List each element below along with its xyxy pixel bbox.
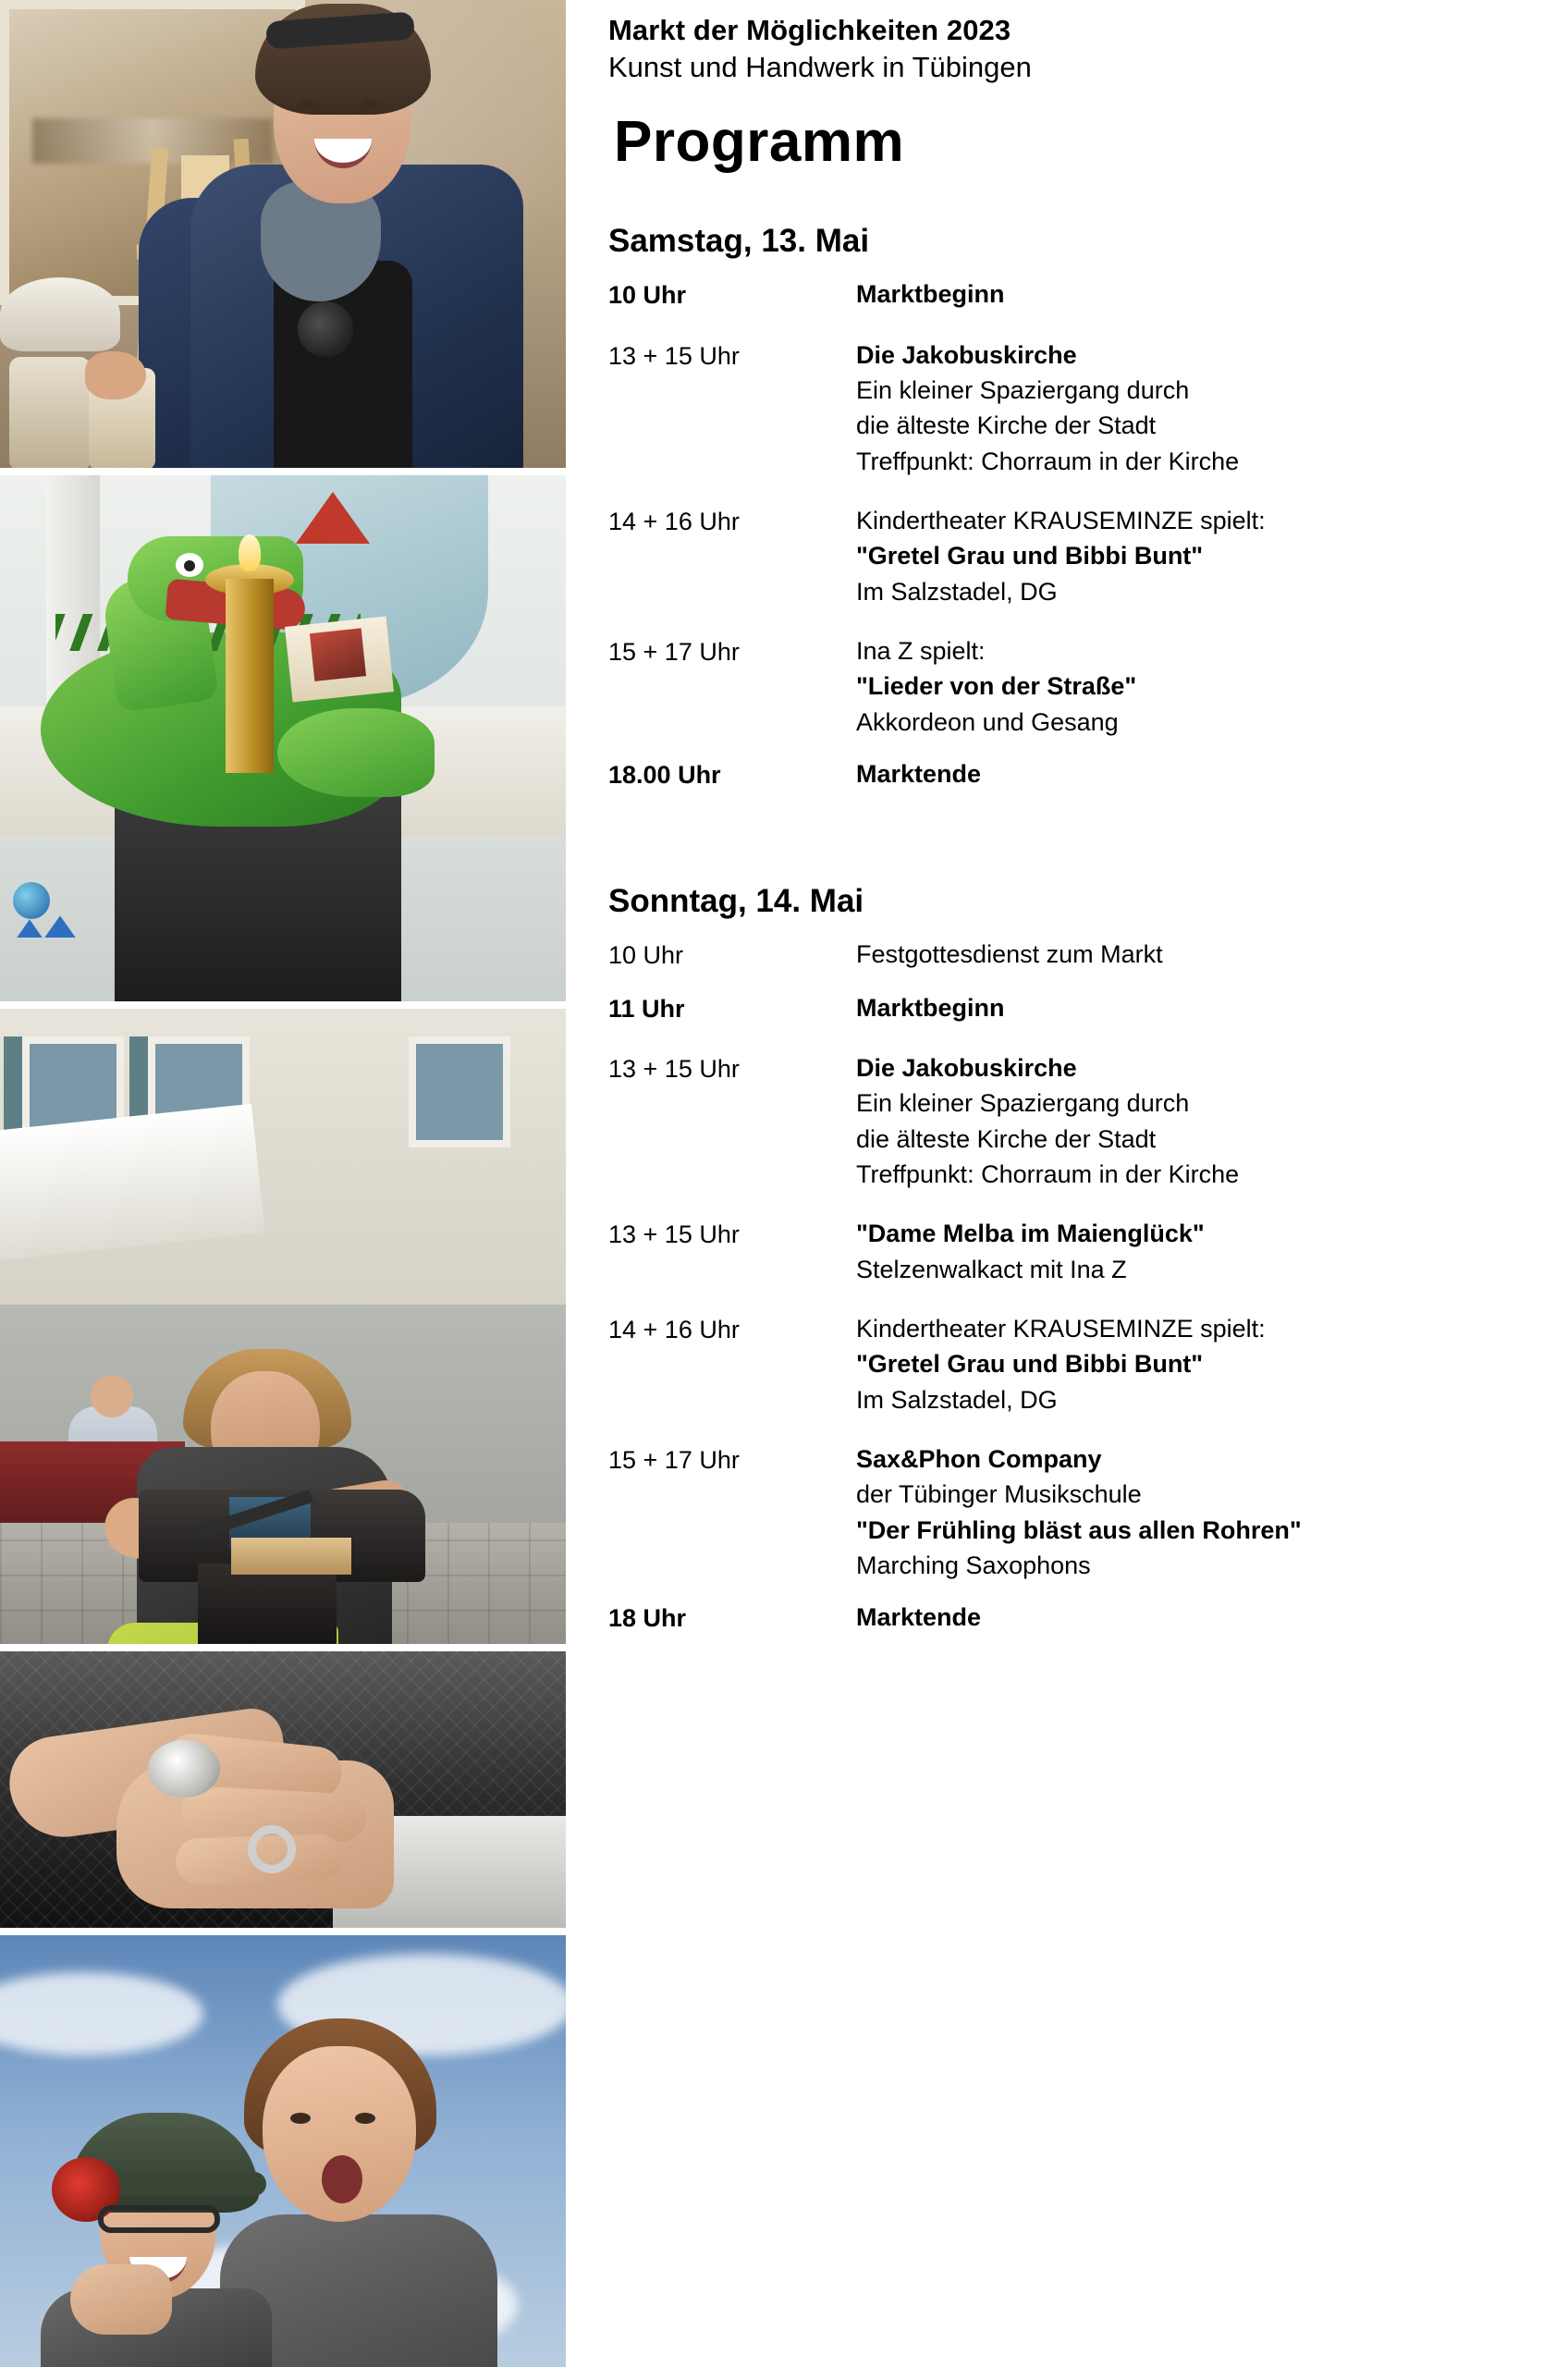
eye-left xyxy=(300,100,316,108)
entry-line: Die Jakobuskirche xyxy=(856,1054,1077,1083)
saturday-entries xyxy=(608,276,1537,792)
entry-line: Marktende xyxy=(856,760,982,789)
ceramic-book xyxy=(285,617,394,703)
entry-line: "Gretel Grau und Bibbi Bunt" xyxy=(856,1350,1204,1379)
entry-description xyxy=(856,756,981,792)
large-silver-ring xyxy=(148,1740,220,1797)
entry-line: Im Salzstadel, DG xyxy=(856,577,1058,606)
day-title-saturday: Samstag, 13. Mai xyxy=(608,223,870,260)
entry-description xyxy=(856,503,1266,609)
photo-two-women-sky xyxy=(0,1935,566,2367)
entry-line: Treffpunkt: Chorraum in der Kirche xyxy=(856,447,1240,475)
ceramic-bowl xyxy=(0,277,120,351)
entry-description xyxy=(856,1050,1239,1192)
entry-description xyxy=(856,937,1163,973)
entry-line: "Dame Melba im Maienglück" xyxy=(856,1220,1205,1248)
photo-potter-woman xyxy=(0,0,566,468)
entry-line: Im Salzstadel, DG xyxy=(856,1385,1058,1414)
entry-description xyxy=(856,633,1136,740)
window-3 xyxy=(409,1036,510,1147)
entry-time: 15 + 17 Uhr xyxy=(608,638,740,667)
page-title: Programm xyxy=(614,110,905,175)
entry-description xyxy=(856,1441,1302,1583)
photo-blacksmith xyxy=(0,1009,566,1645)
entry-time: 15 + 17 Uhr xyxy=(608,1446,740,1475)
entry-time: 11 Uhr xyxy=(608,994,685,1023)
entry-line: Akkordeon und Gesang xyxy=(856,707,1119,736)
entry-line: "Lieder von der Straße" xyxy=(856,672,1137,701)
cloud-1 xyxy=(0,1972,203,2055)
woman-hand-raised xyxy=(70,2264,172,2335)
sunday-entries xyxy=(608,937,1537,1636)
eye-right xyxy=(362,100,379,108)
program-entry xyxy=(608,937,1537,973)
entry-line: Ina Z spielt: xyxy=(856,637,986,666)
small-dragon xyxy=(277,708,435,797)
entry-line: Ein kleiner Spaziergang durch xyxy=(856,376,1190,405)
program-entry xyxy=(608,1600,1537,1636)
entry-line: Treffpunkt: Chorraum in der Kirche xyxy=(856,1160,1240,1189)
entry-line: Kindertheater KRAUSEMINZE spielt: xyxy=(856,1315,1266,1343)
program-entry xyxy=(608,1050,1537,1192)
entry-description xyxy=(856,337,1239,479)
photo-column xyxy=(0,0,566,2367)
program-entry xyxy=(608,1441,1537,1583)
entry-line: die älteste Kirche der Stadt xyxy=(856,411,1157,440)
entry-line: Die Jakobuskirche xyxy=(856,340,1077,369)
program-entry xyxy=(608,337,1537,479)
entry-description xyxy=(856,990,1005,1026)
entry-line: "Gretel Grau und Bibbi Bunt" xyxy=(856,542,1204,570)
entry-line: Kindertheater KRAUSEMINZE spielt: xyxy=(856,507,1266,535)
entry-time: 13 + 15 Uhr xyxy=(608,1055,740,1084)
entry-line: Marktende xyxy=(856,1603,982,1632)
entry-time: 10 Uhr xyxy=(608,941,684,970)
entry-description xyxy=(856,276,1005,313)
photo-hands-ring xyxy=(0,1651,566,1928)
entry-time: 18.00 Uhr xyxy=(608,761,721,790)
flyer-title-line1: Markt der Möglichkeiten 2023 xyxy=(608,14,1011,46)
program-entry xyxy=(608,276,1537,313)
entry-time: 14 + 16 Uhr xyxy=(608,1316,740,1344)
program-entry xyxy=(608,1311,1537,1417)
wooden-block xyxy=(231,1538,351,1575)
entry-line: Sax&Phon Company xyxy=(856,1445,1102,1474)
entry-time: 13 + 15 Uhr xyxy=(608,341,740,370)
entry-time: 18 Uhr xyxy=(608,1604,687,1633)
photo-ceramic-dragon xyxy=(0,475,566,1000)
gold-candle xyxy=(226,579,274,773)
entry-description xyxy=(856,1600,981,1636)
flyer-title-line2: Kunst und Handwerk in Tübingen xyxy=(608,50,1032,83)
blue-glass-objects xyxy=(13,882,96,938)
anvil-base xyxy=(198,1564,337,1645)
entry-time: 13 + 15 Uhr xyxy=(608,1220,740,1249)
entry-line: Stelzenwalkact mit Ina Z xyxy=(856,1255,1127,1283)
entry-line: "Der Frühling bläst aus allen Rohren" xyxy=(856,1515,1302,1544)
eyeglasses xyxy=(98,2205,220,2233)
candle-flame xyxy=(239,534,261,571)
entry-line: Marktbeginn xyxy=(856,280,1005,309)
day-section-saturday xyxy=(608,223,1537,792)
program-text-column xyxy=(566,0,1568,2367)
entry-line: Marching Saxophons xyxy=(856,1551,1091,1580)
entry-time: 14 + 16 Uhr xyxy=(608,508,740,536)
day-title-sunday: Sonntag, 14. Mai xyxy=(608,883,864,920)
entry-line: Marktbeginn xyxy=(856,993,1005,1022)
woman-hand xyxy=(85,351,146,399)
entry-time: 10 Uhr xyxy=(608,281,687,310)
ceramic-vessel-1 xyxy=(9,357,91,468)
program-entry xyxy=(608,990,1537,1026)
program-entry xyxy=(608,503,1537,609)
entry-description xyxy=(856,1216,1205,1287)
entry-line: die älteste Kirche der Stadt xyxy=(856,1124,1157,1153)
program-entry xyxy=(608,633,1537,740)
shirt-flower-print xyxy=(298,301,353,357)
day-section-sunday xyxy=(608,883,1537,1636)
entry-line: Festgottesdienst zum Markt xyxy=(856,940,1163,969)
program-entry xyxy=(608,1216,1537,1287)
program-entry xyxy=(608,756,1537,792)
entry-description xyxy=(856,1311,1266,1417)
red-triangle-object xyxy=(296,492,370,544)
entry-line: der Tübinger Musikschule xyxy=(856,1480,1142,1509)
entry-line: Ein kleiner Spaziergang durch xyxy=(856,1089,1190,1118)
